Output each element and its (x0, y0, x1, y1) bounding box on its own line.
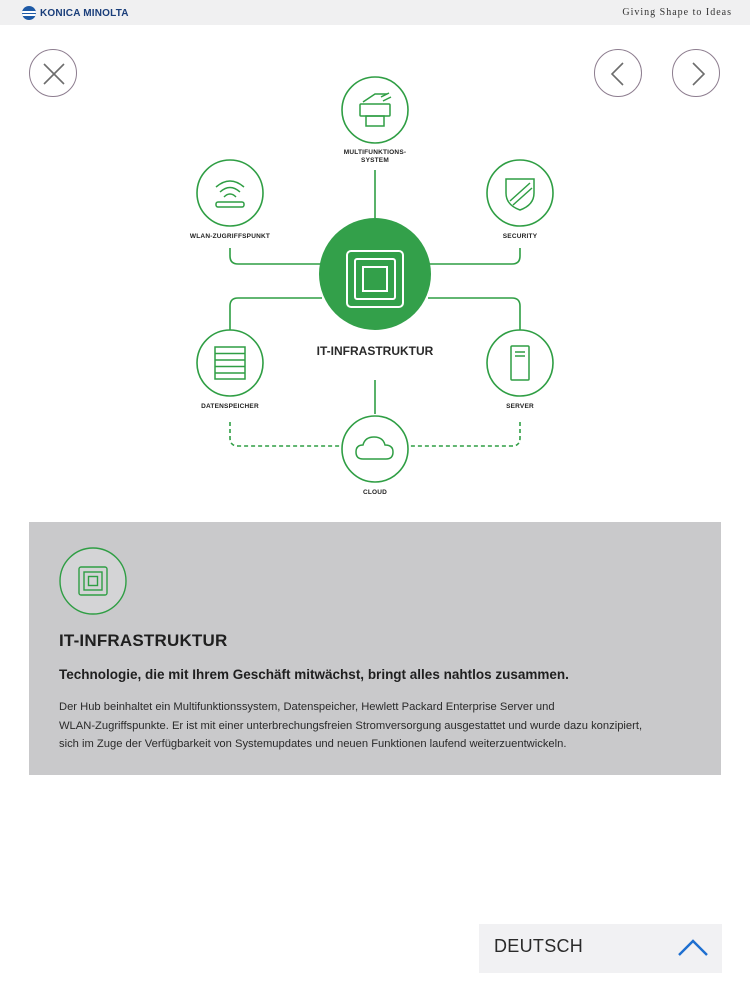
printer-icon (355, 90, 395, 130)
center-label: IT-INFRASTRUKTUR (316, 344, 434, 358)
mfp-label (320, 149, 430, 165)
wlan-label: WLAN-ZUGRIFFSPUNKT (189, 233, 271, 240)
server-icon (500, 343, 540, 383)
it-infrastructure-icon (58, 546, 128, 616)
mfp-label-line2: SYSTEM (361, 157, 389, 164)
cloud-label: CLOUD (362, 489, 388, 496)
panel-subtitle: Technologie, die mit Ihrem Geschäft mitwächst, bringt alles nahtlos zusammen. (59, 667, 569, 682)
security-label: SECURITY (502, 233, 538, 240)
brand-name: KONICA MINOLTA (40, 7, 129, 19)
info-panel (29, 522, 721, 775)
server-label: SERVER (506, 403, 534, 410)
chevron-up-icon[interactable] (676, 936, 710, 960)
nested-squares-icon (345, 249, 405, 309)
language-selector[interactable] (479, 924, 722, 973)
wifi-icon (210, 173, 250, 213)
panel-body (59, 698, 699, 754)
language-label: DEUTSCH (494, 936, 584, 956)
panel-title: IT-INFRASTRUKTUR (59, 631, 228, 650)
panel-body-line: Der Hub beinhaltet ein Multifunktionssystem, Datenspeicher, Hewlett Packard Enterprise Server und (59, 701, 555, 713)
shield-icon (500, 173, 540, 213)
tagline: Giving Shape to Ideas (622, 7, 732, 18)
storage-label: DATENSPEICHER (201, 403, 259, 410)
storage-icon (210, 343, 250, 383)
panel-body-line: WLAN-Zugriffspunkte. Er ist mit einer unterbrechungsfreien Stromversorgung ausgestattet und wurde dazu konzipiert, (59, 719, 643, 732)
mfp-label-line1: MULTIFUNKTIONS- (343, 149, 407, 156)
panel-body-line: sich im Zuge der Verfügbarkeit von Systemupdates und neuen Funktionen laufend weiterzuentwickeln. (59, 738, 567, 750)
cloud-icon (353, 429, 397, 469)
